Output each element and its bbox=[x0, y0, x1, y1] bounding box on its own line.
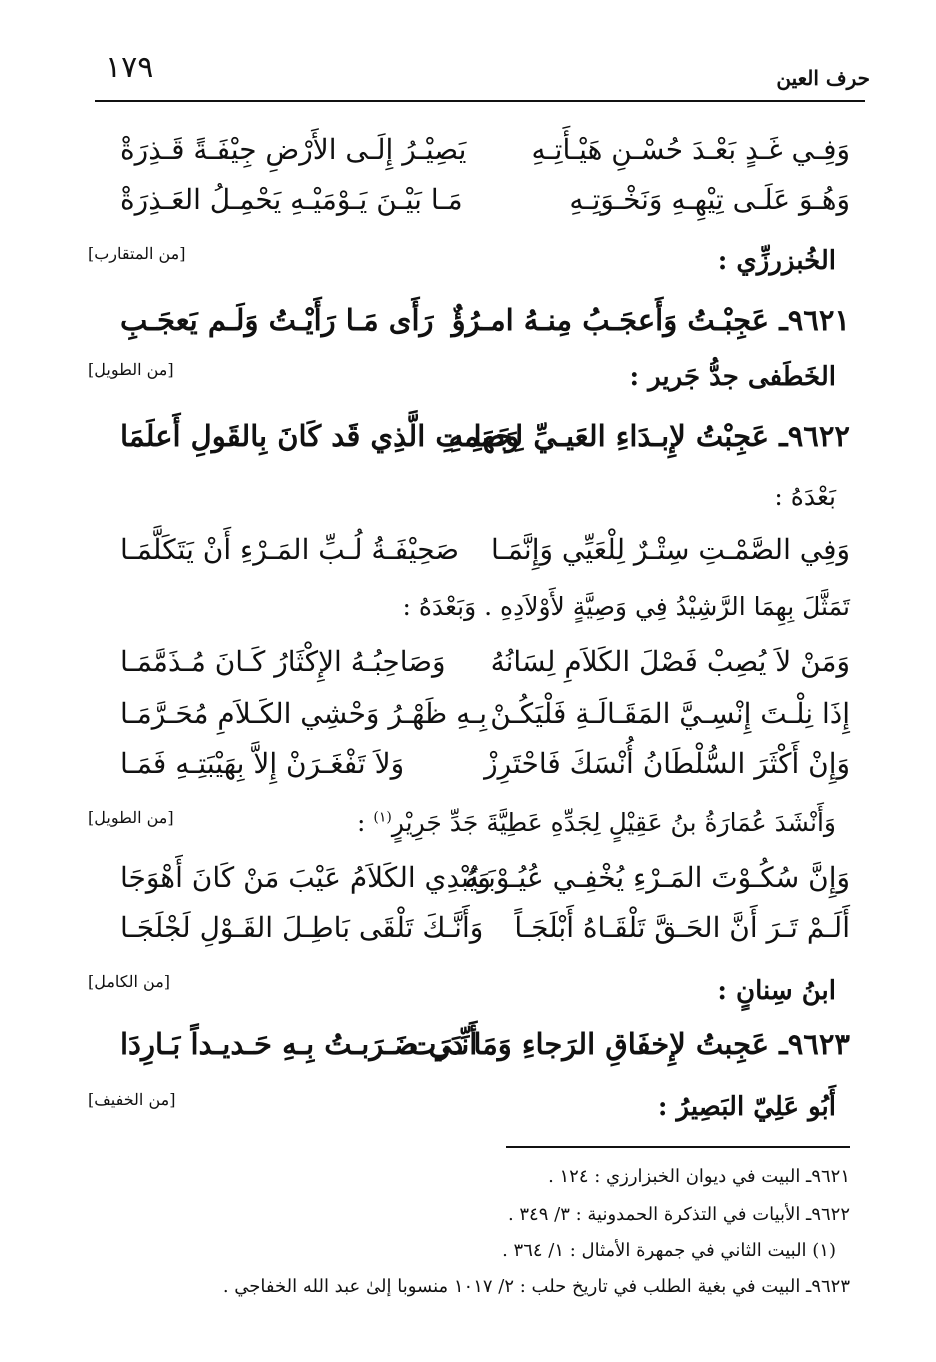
verse-9622-hemistich-2: وَصَمتِ الَّذِي قَد كَانَ بِالقَولِ أَعلَمَا bbox=[120, 419, 520, 453]
page-number: ١٧٩ bbox=[105, 50, 154, 85]
footnote: ٩٦٢١ـ البيت في ديوان الخبزارزي : ١٢٤ . bbox=[548, 1166, 850, 1187]
attribution-tail: : bbox=[357, 808, 374, 837]
verse-hemistich-2: وَصَاحِبُـهُ الإِكْثَارُ كَـانَ مُـذَمَّمَـا bbox=[120, 645, 446, 678]
footnote-separator bbox=[506, 1146, 850, 1148]
verse-hemistich-2: وَيُبْدِي الكَلاَمُ عَيْبَ مَنْ كَانَ أَهْوَجَا bbox=[120, 861, 491, 894]
verse-9621-hemistich-1: ٩٦٢١ـ عَجِبْـتُ وَأَعجَـبُ مِنـهُ امـرُؤٌ bbox=[451, 303, 850, 337]
verse-hemistich-2: بِـهِ ظَهْـرُ وَحْشِي الكَـلاَمِ مُحَـرَّمَـا bbox=[120, 697, 488, 730]
poet-name: أَبُو عَلِيّ البَصِيرُ : bbox=[657, 1092, 836, 1122]
after-label: بَعْدَهُ : bbox=[774, 482, 836, 511]
verse-9622-hemistich-1: ٩٦٢٢ـ عَجِبْتُ لإِبـدَاءِ العَيـيِّ لِجَهلِـهِ bbox=[448, 419, 850, 453]
verse-9621-hemistich-2: رَأَى مَـا رَأَيْـتُ وَلَـم يَعجَـبِ bbox=[120, 303, 434, 337]
verse-hemistich-1: وَفِـي غَـدٍ بَعْـدَ حُسْـنِ هَيْـأَتِـهِ bbox=[531, 133, 850, 166]
verse-hemistich-2: يَصِيْـرُ إِلَـى الأَرْضِ جِيْفَـةً قَـذِرَةْ bbox=[120, 133, 467, 166]
meter-label: [من الخفيف] bbox=[88, 1090, 176, 1109]
header-rule bbox=[95, 100, 865, 102]
chapter-title: حرف العين bbox=[776, 66, 870, 90]
verse-hemistich-1: وَهُـوَ عَلَـى تِيْهِـهِ وَنَخْـوَتِـهِ bbox=[569, 183, 850, 216]
attribution-line bbox=[357, 808, 836, 837]
meter-label: [من الطويل] bbox=[88, 808, 174, 827]
verse-hemistich-1: أَلَـمْ تَـرَ أَنَّ الحَـقَّ تَلْقَـاهُ أَبْلَجَـاً bbox=[514, 911, 850, 944]
poet-name: الخُبزرزِّي : bbox=[717, 246, 836, 276]
verse-hemistich-1: إِذَا نِلْـتَ إِنْسِـيَّ المَقَـالَـةِ فَلْيَكُـنْ bbox=[490, 697, 850, 730]
verse-hemistich-2: وَلاَ تَفْغَـرَنْ إِلاَّ بِهَيْبَتِـهِ فَمَـا bbox=[120, 747, 405, 780]
prose-line: تَمَثَّلَ بِهِمَا الرَّشِيْدُ فِي وَصِيَّةٍ لأَوْلاَدِهِ . وَبَعْدَهُ : bbox=[402, 592, 850, 621]
verse-hemistich-1: وَإِنَّ سُكُـوْتَ المَـرْءِ يُخْفِـي عُيُـوْبَـهُ bbox=[464, 861, 850, 894]
poet-name: الخَطَفى جدُّ جَرير : bbox=[629, 362, 836, 392]
verse-hemistich-2: صَحِيْفَـةُ لُـبِّ المَـرْءِ أَنْ يَتَكَلَّمَـا bbox=[120, 533, 460, 566]
meter-label: [من المتقارب] bbox=[88, 244, 186, 263]
verse-hemistich-1: وَفِي الصَّمْـتِ سِتْـرٌ لِلْعَيِّي وَإِنَّمَـا bbox=[491, 533, 850, 566]
meter-label: [من الكامل] bbox=[88, 972, 171, 991]
verse-hemistich-1: وَإِنْ أَكْثَرَ السُّلْطَانُ أُنْسَكَ فَاحْتَرِزْ bbox=[484, 747, 850, 780]
verse-hemistich-1: وَمَنْ لاَ يُصِبْ فَصْلَ الكَلاَمِ لِسَانُهُ bbox=[490, 645, 850, 678]
footnote: ٩٦٢٢ـ الأبيات في التذكرة الحمدونية : ٣/ ٣٤٩ . bbox=[507, 1204, 850, 1225]
verse-hemistich-2: مَـا بَيْـنَ يَـوْمَيْـهِ يَحْمِـلُ العَـذِرَةْ bbox=[120, 183, 463, 216]
footnote: ٩٦٢٣ـ البيت في بغية الطلب في تاريخ حلب : ٢/ ١٠١٧ منسوبا إلىٰ عبد الله الخفاجي . bbox=[222, 1276, 850, 1297]
verse-hemistich-2: وَأَنَّـكَ تَلْقَى بَاطِـلَ القَـوْلِ لَجْلَجَـا bbox=[120, 911, 484, 944]
footnote-ref: (١) bbox=[373, 809, 392, 826]
attribution-text: وَأَنْشَدَ عُمَارَةُ بنُ عَقِيْلٍ لِجَدِّهِ عَطِيَّةَ جَدِّ جَرِيْرٍ bbox=[391, 808, 836, 837]
verse-9623-hemistich-2: أَنِّـي ضَـرَبـتُ بِـهِ حَـديـداً بَـارِدَا bbox=[120, 1027, 478, 1061]
poet-name: ابنُ سِنانٍ : bbox=[717, 976, 836, 1006]
verse-9623-hemistich-1: ٩٦٢٣ـ عَجِبتُ لإِخفَاقِ الرَجاءِ وَمَا دَرَت bbox=[409, 1027, 850, 1061]
footnote: (١) البيت الثاني في جمهرة الأمثال : ١/ ٣٦٤ . bbox=[502, 1240, 836, 1261]
meter-label: [من الطويل] bbox=[88, 360, 174, 379]
